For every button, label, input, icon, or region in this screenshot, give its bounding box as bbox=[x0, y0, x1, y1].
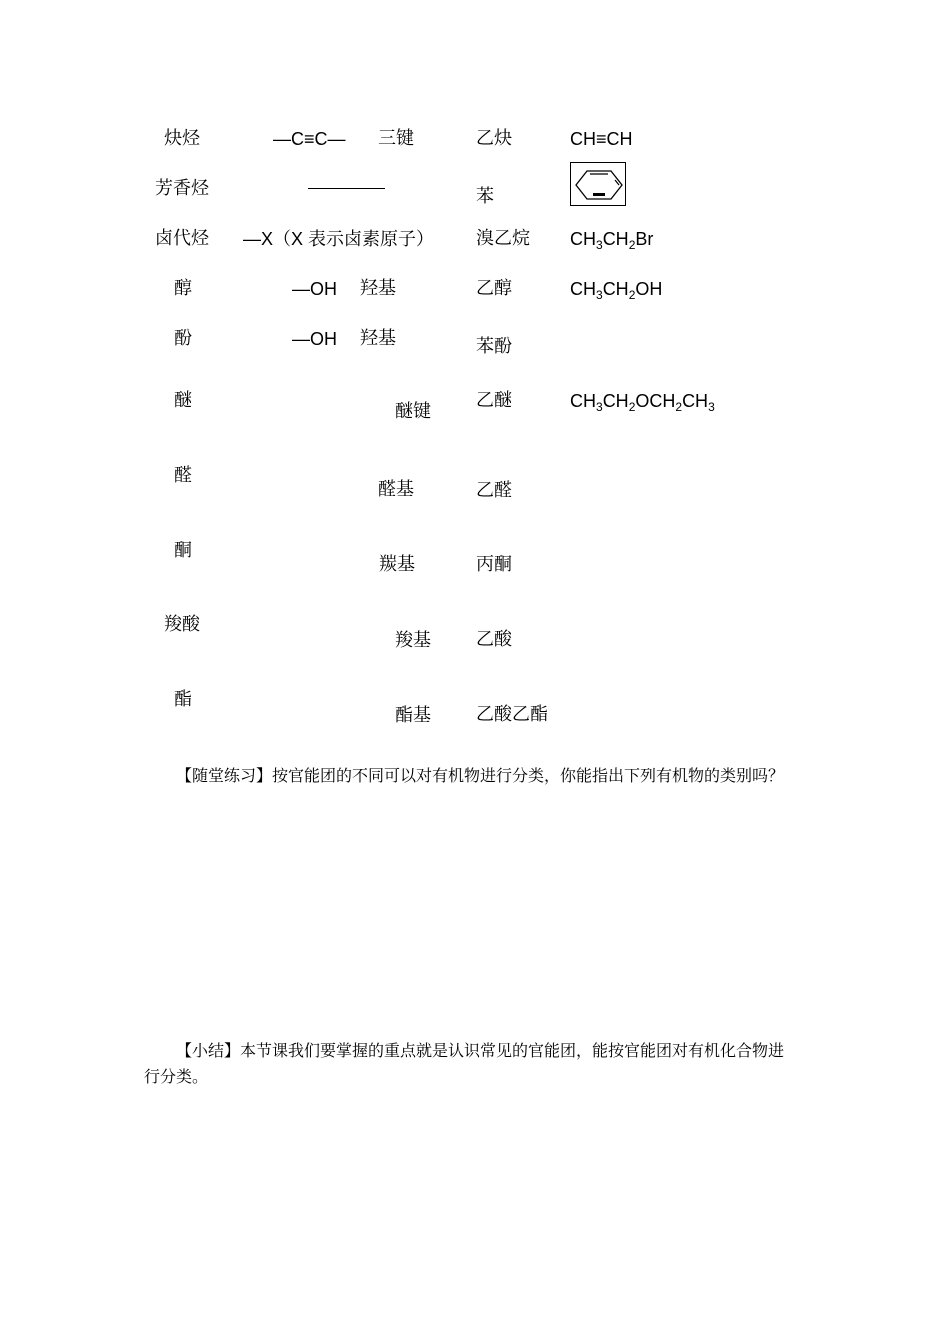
class-phenol: 酚 bbox=[174, 328, 192, 349]
example-phenol: 苯酚 bbox=[476, 336, 512, 357]
formula-ether: $CH_3CH_2OCH_2CH_3$ bbox=[570, 391, 715, 414]
example-alkyne: 乙炔 bbox=[476, 128, 512, 149]
practice-paragraph: 【随堂练习】按官能团的不同可以对有机物进行分类，你能指出下列有机物的类别吗？ bbox=[176, 766, 785, 785]
class-aldehyde: 醛 bbox=[174, 465, 192, 486]
group-alkyne: —C≡C— bbox=[273, 129, 346, 149]
group-name-aldehyde: 醛基 bbox=[378, 479, 414, 500]
group-phenol: —OH bbox=[292, 329, 337, 349]
group-name-ester: 酯基 bbox=[395, 705, 431, 726]
group-name-ether: 醚键 bbox=[395, 401, 431, 422]
class-carboxylic-acid: 羧酸 bbox=[164, 614, 200, 635]
example-aromatic: 苯 bbox=[476, 186, 494, 207]
group-name-alkyne: 三键 bbox=[378, 128, 414, 149]
example-carboxylic-acid: 乙酸 bbox=[476, 629, 512, 650]
group-name-ketone: 羰基 bbox=[379, 554, 415, 575]
benzene-ring-icon bbox=[570, 162, 626, 206]
class-ether: 醚 bbox=[174, 390, 192, 411]
class-ketone: 酮 bbox=[174, 540, 192, 561]
group-name-carboxylic-acid: 羧基 bbox=[395, 630, 431, 651]
group-alcohol: —OH bbox=[292, 279, 337, 299]
example-aldehyde: 乙醛 bbox=[476, 480, 512, 501]
formula-haloalkane: $CH_3CH_2Br$ bbox=[570, 229, 654, 252]
class-ester: 酯 bbox=[174, 689, 192, 710]
summary-line-2: 行分类。 bbox=[144, 1067, 209, 1086]
example-ketone: 丙酮 bbox=[476, 554, 512, 575]
group-name-alcohol: 羟基 bbox=[360, 278, 396, 299]
group-haloalkane: —X（X 表示卤素原子） bbox=[243, 229, 435, 249]
class-haloalkane: 卤代烃 bbox=[155, 228, 209, 249]
example-alcohol: 乙醇 bbox=[476, 278, 512, 299]
example-ether: 乙醚 bbox=[476, 390, 512, 411]
class-aromatic: 芳香烃 bbox=[155, 178, 209, 199]
group-name-phenol: 羟基 bbox=[360, 328, 396, 349]
summary-line-1: 【小结】本节课我们要掌握的重点就是认识常见的官能团，能按官能团对有机化合物进 bbox=[176, 1041, 785, 1060]
class-alkyne: 炔烃 bbox=[164, 128, 200, 149]
formula-alkyne: CH≡CH bbox=[570, 129, 633, 149]
group-blank-line bbox=[308, 188, 385, 189]
class-alcohol: 醇 bbox=[174, 278, 192, 299]
formula-alcohol: $CH_3CH_2OH$ bbox=[570, 279, 663, 302]
example-ester: 乙酸乙酯 bbox=[476, 704, 548, 725]
example-haloalkane: 溴乙烷 bbox=[476, 228, 530, 249]
